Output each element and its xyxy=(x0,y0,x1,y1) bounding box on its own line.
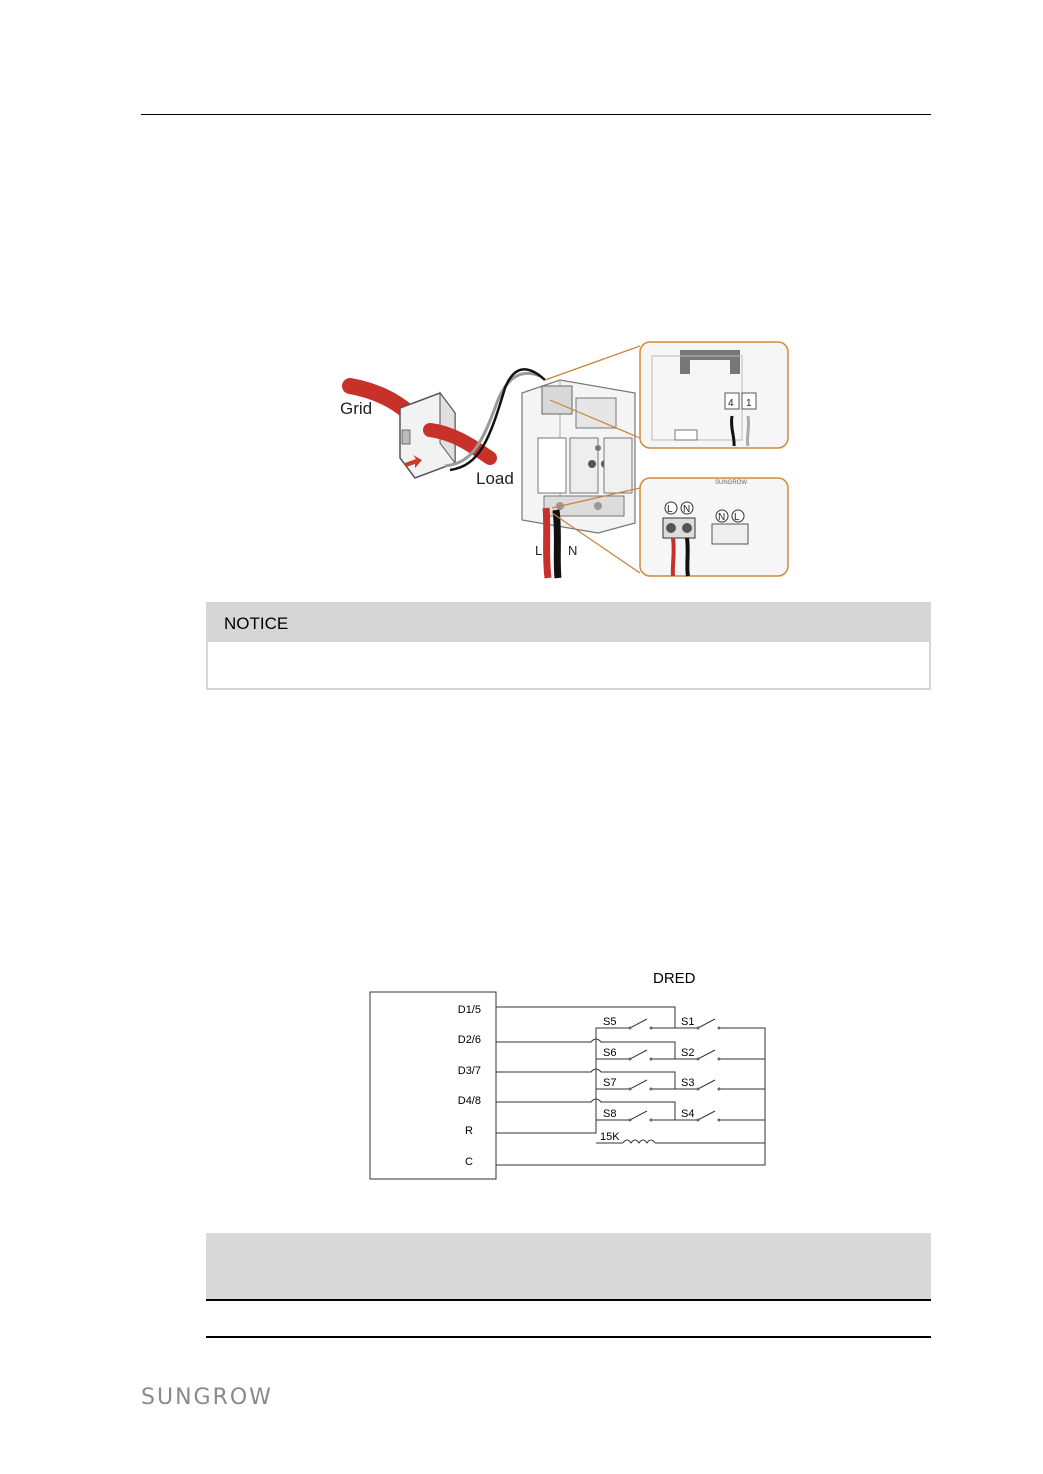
callout-bottom xyxy=(640,478,788,576)
table-rule-top xyxy=(206,1299,931,1301)
l-cable xyxy=(546,508,548,578)
n-label: N xyxy=(568,543,578,558)
inverter-box xyxy=(370,992,496,1179)
switch-s7: S7 xyxy=(603,1077,617,1089)
dred-title: DRED xyxy=(653,970,696,987)
grid-label: Grid xyxy=(340,399,373,418)
pin-c: C xyxy=(465,1156,473,1168)
meter-wiring-figure xyxy=(330,338,800,583)
terminal-4-label: 4 xyxy=(728,398,734,409)
dred-wiring-diagram xyxy=(365,962,770,1186)
switch-s2: S2 xyxy=(681,1047,695,1059)
switch-s8: S8 xyxy=(603,1108,617,1120)
pin-d3-7: D3/7 xyxy=(457,1065,481,1077)
header-rule xyxy=(141,114,931,115)
resistor-label: 15K xyxy=(600,1131,620,1143)
n-cable xyxy=(556,510,558,578)
pin-r: R xyxy=(465,1125,473,1137)
table-rule-bottom xyxy=(206,1336,931,1338)
switch-s6: S6 xyxy=(603,1047,617,1059)
notice-box xyxy=(206,602,931,690)
switch-s4: S4 xyxy=(681,1108,695,1120)
pin-d4-8: D4/8 xyxy=(457,1095,481,1107)
switch-labels xyxy=(600,1016,694,1143)
callout-l-label: L xyxy=(667,504,673,515)
switch-s1: S1 xyxy=(681,1016,695,1028)
sungrow-logo xyxy=(141,1383,296,1409)
pin-d1-5: D1/5 xyxy=(457,1004,481,1016)
pin-d2-6: D2/6 xyxy=(457,1034,481,1046)
l-label: L xyxy=(535,543,543,558)
meter-device xyxy=(522,380,635,533)
gray-table-header xyxy=(206,1233,931,1300)
callout-n-label: N xyxy=(683,504,691,515)
switch-s5: S5 xyxy=(603,1016,617,1028)
load-label: Load xyxy=(476,469,514,488)
callout-l2-label: L xyxy=(734,512,740,523)
wiring-lines xyxy=(496,1007,765,1165)
notice-title: NOTICE xyxy=(224,614,289,633)
switch-s3: S3 xyxy=(681,1077,695,1089)
callout-n2-label: N xyxy=(718,512,726,523)
callout-top xyxy=(640,342,788,448)
logo-text: SUNGROW xyxy=(141,1385,273,1409)
notice-header xyxy=(208,604,929,642)
terminal-1-label: 1 xyxy=(746,398,752,409)
device-brand-text: SUNGROW xyxy=(715,480,747,486)
